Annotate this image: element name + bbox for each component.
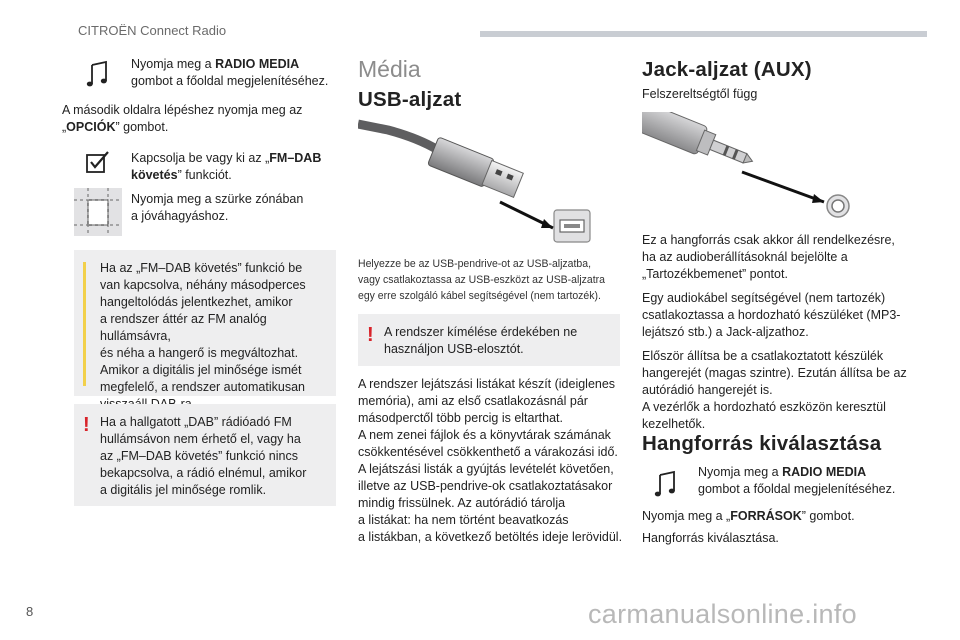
header-bar	[480, 31, 927, 37]
note-bar	[83, 262, 86, 386]
usb-plug-illustration	[358, 116, 598, 251]
jack-title: Jack-aljzat (AUX)	[642, 58, 812, 81]
usb-title: USB-aljzat	[358, 88, 462, 111]
col1-item3-text: Nyomja meg a szürke zónában a jóváhagyáshoz.	[131, 192, 304, 223]
info-note-text: Ha az „FM–DAB követés” funkció be van kapcsolva, néhány másodperces hangeltolódás jelentkezhet, amikor a rendszer áttér az FM analóg hullámsávra, és néha a hangerő is megváltozhat. Amikor a digitális jel minősége ismét megfelelő, a rendszer automatikusan	[100, 261, 306, 394]
exclamation-icon: !	[367, 324, 374, 346]
jack-para2: Egy audiokábel segítségével (nem tartozék) csatlakoztassa a hordozható készüléket (MP3- lejátszó stb.) a Jack-aljzathoz.	[642, 291, 901, 339]
col3-para4: Nyomja meg a „FORRÁSOK” gombot.	[642, 509, 855, 523]
col1-para1: A második oldalra lépéshez nyomja meg az „OPCIÓK” gombot.	[62, 103, 303, 134]
warning-note-text: Ha a hallgatott „DAB” rádióadó FM hullámsávon nem érhető el, vagy ha az „FM–DAB követés” funkció nincs bekapcsolva, a rádió elnémul, amikor a digitális jel minősége romlik.	[100, 415, 307, 497]
music-note-icon	[654, 470, 678, 503]
usb-body-text: A rendszer lejátszási listákat készít (ideiglenes memória), ami az első csatlakozásnál pár másodperctől több percig is eltarthat. A nem zenei fájlok és a könyvtárak számának csökkentésével csökkenthető a várakozási idő. A lejátszási listák a gyújtás levételét követően, illetve az USB-pendrive-ok csatlakoztatásakor mindig frissülnek. Az autórádió tárolja a listákat: ha nem történt beavatkozás a listákban, a következő betöltés ideje lerövidül.	[358, 377, 623, 544]
usb-warning-text: A rendszer kímélése érdekében ne használjon USB-elosztót.	[384, 325, 578, 356]
jack-subtitle: Felszereltségtől függ	[642, 87, 758, 101]
jack-para3: Először állítsa be a csatlakoztatott készülék hangerejét (magas szintre). Ezután állítsa be az autórádió hangerejét is. A vezérlők a hordozható eszközön keresztül kezelhetők.	[642, 349, 907, 431]
grey-zone-icon	[74, 188, 122, 241]
warning-note	[74, 404, 336, 506]
jack-para1: Ez a hangforrás csak akkor áll rendelkezésre, ha az audioberállításoknál bejelölte a „Tartozékbemenet” pontot.	[642, 233, 895, 281]
col1-item2-text: Kapcsolja be vagy ki az „FM–DAB követés” funkciót.	[131, 151, 322, 182]
section-title-media: Média	[358, 56, 421, 82]
exclamation-icon: !	[83, 414, 90, 436]
jack-plug-illustration	[642, 112, 862, 227]
header-title: CITROËN Connect Radio	[78, 23, 227, 38]
col3-para5: Hangforrás kiválasztása.	[642, 531, 779, 545]
music-note-icon	[86, 60, 110, 93]
source-title: Hangforrás kiválasztása	[642, 432, 882, 455]
usb-warning-note	[358, 314, 620, 366]
info-note	[74, 250, 336, 396]
usb-caption: Helyezze be az USB-pendrive-ot az USB-aljzatba, vagy csatlakoztassa az USB-eszközt az USB-aljzatra egy erre szolgáló kábel segítségével (nem tartozék).	[358, 258, 605, 302]
col3-item-text: Nyomja meg a RADIO MEDIA gombot a főoldal megjelenítéséhez.	[698, 465, 896, 496]
page-number: 8	[26, 604, 34, 619]
watermark: carmanualsonline.info	[588, 599, 857, 629]
col1-item1-text: Nyomja meg a RADIO MEDIA gombot a főoldal megjelenítéséhez.	[131, 57, 329, 88]
checkbox-icon	[86, 150, 112, 179]
